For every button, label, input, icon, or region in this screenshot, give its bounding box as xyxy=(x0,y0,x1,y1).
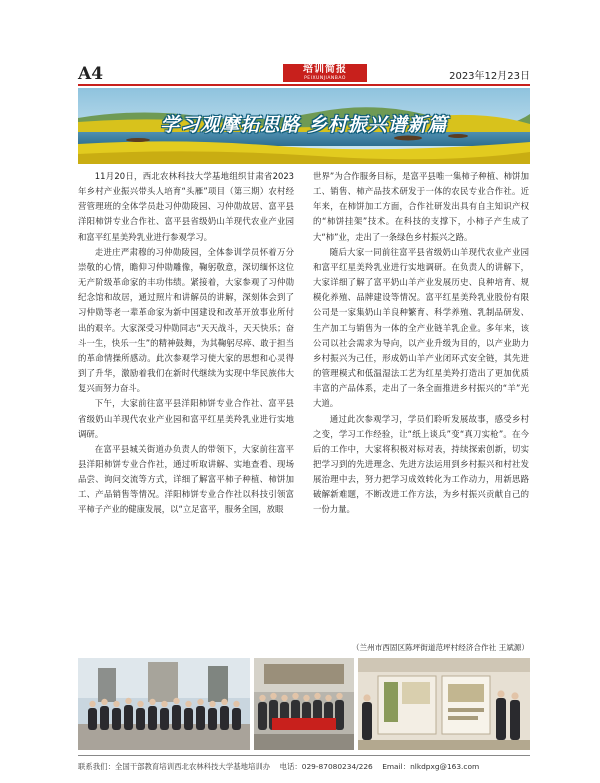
masthead-title: 培训简报 xyxy=(303,64,347,75)
footer-email: Email：nlkdpxg@163.com xyxy=(382,762,480,771)
page-footer xyxy=(78,761,530,772)
issue-date: 2023年12月23日 xyxy=(449,71,530,82)
header-rule xyxy=(78,84,530,86)
paragraph: 通过此次参观学习，学员们聆听发展故事，感受乡村之变，学习工作经验，让“纸上谈兵”变“真刀实枪”。在今后的工作中，大家将积极对标对表，持续探索创新，切实把学习到的先进理念、先进方法运用到乡村振兴和村社发展治理中去，努力把学习成效转化为工作动力，用新思路破解新难题，不断改进工作方法，为乡村振兴贡献自己的一份力量。 xyxy=(313,413,529,515)
paragraph: 世界”为合作服务目标，是富平县唯一集柿子种植、柿饼加工、销售、柿产品技术研发于一体的农民专业合作社。近年来，在柿饼加工方面，合作社研发出具有自主知识产权的“柿饼挂架”技术。在科技的支撑下，小柿子产生成了大“柿”业，走出了一条绿色乡村振兴之路。 xyxy=(313,171,529,242)
footer-phone: 电话：029-87080234/226 xyxy=(279,762,373,771)
exhibition-hall-photo xyxy=(358,658,530,750)
paragraph: 下午，大家前往富平县洋阳柿饼专业合作社、富平县省级奶山羊现代农业产业园和富平红星美羚乳业进行实地调研。 xyxy=(78,398,294,439)
photo-exhibition xyxy=(358,658,530,750)
footer-contact: 联系我们：全国干部教育培训西北农林科技大学基地培训办 xyxy=(78,762,271,771)
group-photo-banner xyxy=(254,658,354,750)
page-number: A4 xyxy=(78,64,104,84)
footer-rule xyxy=(78,755,530,756)
article-column-left xyxy=(78,169,294,518)
paragraph: 在富平县城关街道办负责人的带领下，大家前往富平县洋阳柿饼专业合作社，通过听取讲解、实地查看、现场品尝、询问交流等方式，详细了解富平柿子种植、柿饼加工、产品销售等情况。洋阳柿饼专业合作社以科技引领富平柿子产业的健康发展，以“立足富平，服务全国，放眼 xyxy=(78,443,294,515)
page-header xyxy=(78,64,530,84)
article-column-right xyxy=(313,169,529,518)
paragraph: 走进庄严肃穆的习仲勋陵园，全体参训学员怀着万分崇敬的心情，瞻仰习仲勋雕像，鞠躬敬意，深切缅怀这位无产阶级革命家的丰功伟绩。紧接着，大家参观了习仲勋纪念馆和故居，通过照片和讲解员的讲解，深刻体会到了习仲勋等老一辈革命家为新中国建设和改革开放事业所付出的艰辛。大家深受习仲勋同志“天天战斗，天天快乐；奋斗一生，快乐一生”的精神鼓舞，为其鞠躬尽瘁、敢于担当的革命情操所感动。此次参观学习使大家的思想和心灵得到了升华，激励着我们在新时代继续为实现中华民族伟大复兴而努力奋斗。 xyxy=(78,246,294,394)
author-byline: （兰州市西固区陈坪街道范坪村经济合作社 王斌源） xyxy=(351,643,529,652)
photo-banner-group xyxy=(254,658,354,750)
photo-strip xyxy=(78,658,530,750)
paragraph: 随后大家一同前往富平县省级奶山羊现代农业产业园和富平红星美羚乳业进行实地调研。在负责人的讲解下，大家详细了解了富平奶山羊产业发展历史、良种培育、规模化养殖、品牌建设等情况。富平红星美羚乳业股份有限公司是一家集奶山羊良种繁育、科学养殖、乳制品研发、生产加工与销售为一体的全产业链羊乳企业。多年来，该公司以社会需求为导向，以产业升级为目的，以产业助力乡村振兴为己任，形成奶山羊产业闭环式安全链，其先进的管理模式和低温湿法工艺为红星美羚打造出了更加优质丰富的产品体系，走出了一条全面推进乡村振兴的“羊”光大道。 xyxy=(313,246,529,409)
masthead xyxy=(283,64,367,82)
masthead-subtitle: PEIXUNJIANBAO xyxy=(304,76,346,81)
headline: 学习观摩拓思路 乡村振兴谱新篇 xyxy=(160,114,448,136)
group-photo-memorial xyxy=(78,658,250,750)
photo-memorial-group xyxy=(78,658,250,750)
headline-banner xyxy=(78,88,530,164)
paragraph: 11月20日，西北农林科技大学基地组织甘肃省2023年乡村产业振兴带头人培育“头雁”项目（第三期）农村经营管理班的全体学员赴习仲勋陵园、习仲勋故居、富平县洋阳柿饼专业合作社、富平县省级奶山羊现代农业产业园和富平红星美羚乳业进行参观学习。 xyxy=(78,171,294,242)
